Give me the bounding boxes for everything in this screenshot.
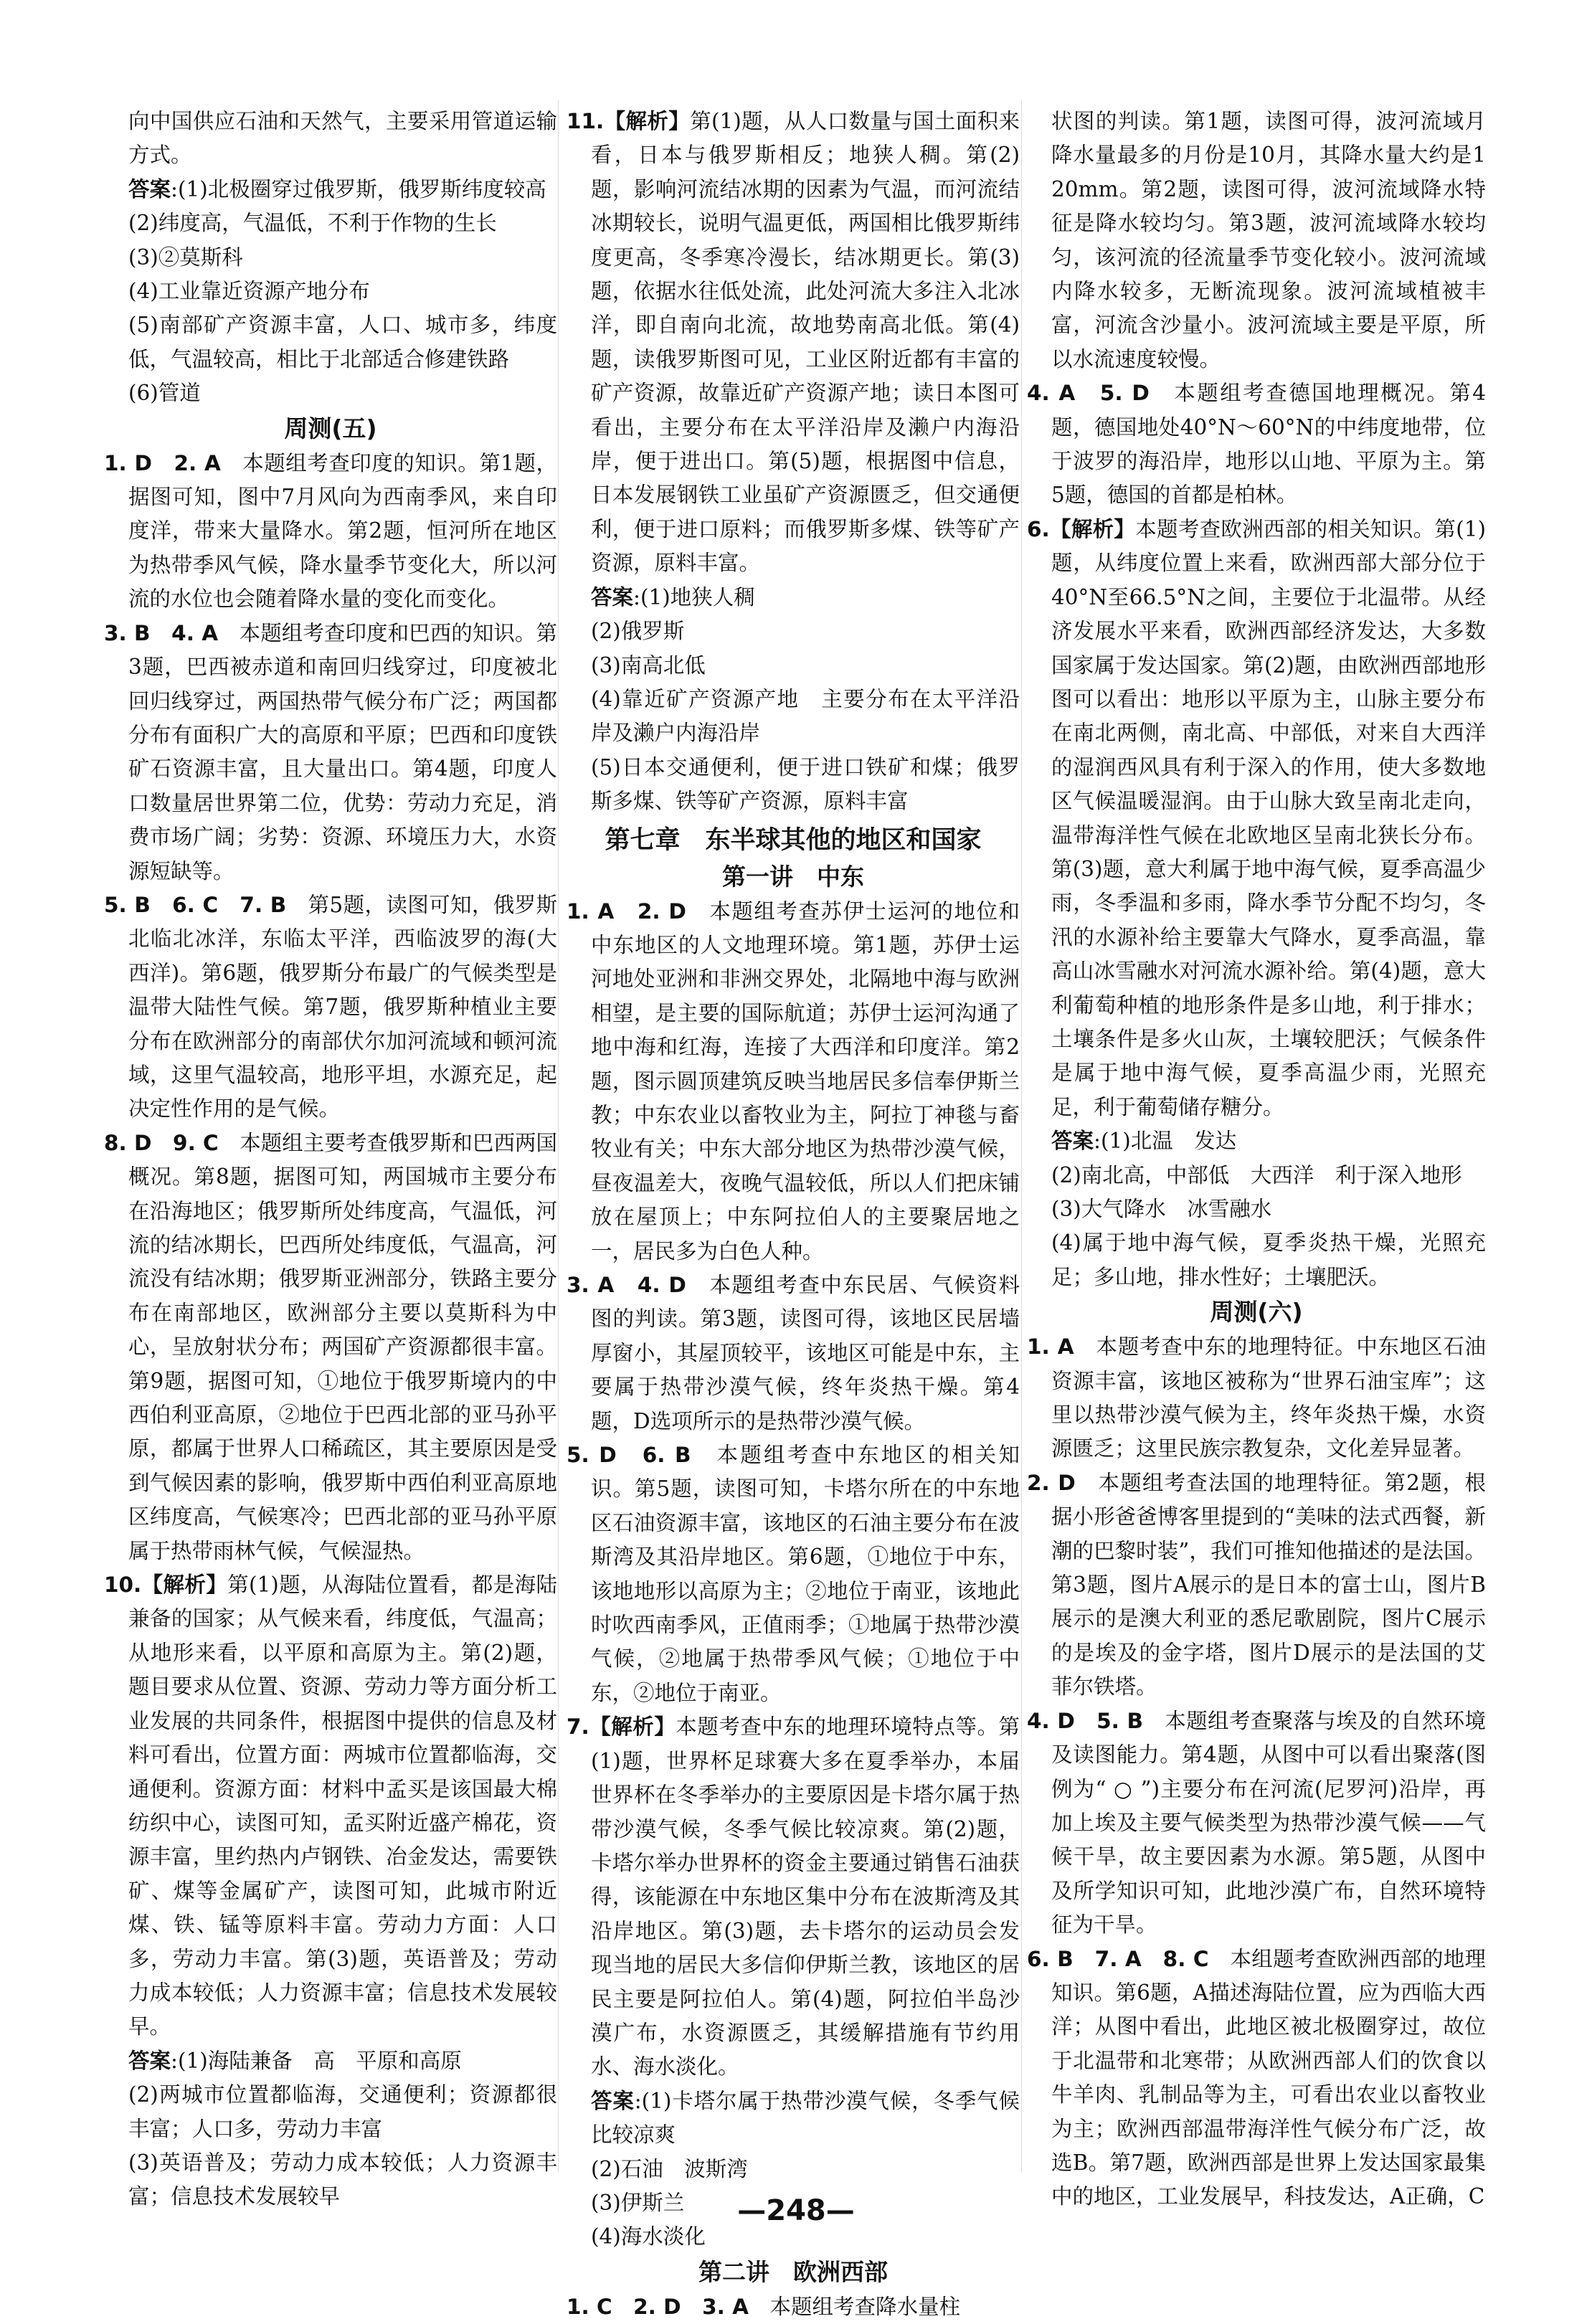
item-label: 3. B 4. A [104, 620, 219, 645]
item-text: :(1)北极圈穿过俄罗斯，俄罗斯纬度较高 [171, 176, 546, 201]
item-text: 本题考查欧洲西部的相关知识。第(1)题，从纬度位置上来看，欧洲西部大部分位于40°N至66.5°N之间，主要位于北温带。从经济发展水平来看，欧洲西部经济发达，大多数国家属于发达国家。第(2)题，由欧洲西部地形图可以看出：地形以平原为主，山脉主要分布在南北两侧，南北高、中部低，对来自大西洋的湿润西风具有利于深入的作用，使大多数地区气候温暖湿润。由于山脉大致呈南北走向，温带海洋性气候在北欧地区呈南北狭长分布。第(3)题，意大利属于地中海气候，夏季高温少雨，冬季温和多雨，降水季节分配不均匀，冬汛的水源补给主要靠大气降水，夏季高温，靠高山冰雪融水对河流水源补给。第(4)题，意大利葡萄种植的地形条件是多山地，利于排水；土壤条件是多火山灰，土壤较肥沃；气候条件是属于地中海气候，夏季高温少雨，光照充足，利于葡萄储存糖分。 [1051, 516, 1486, 1119]
item-label: 答案 [591, 584, 634, 610]
item-text: (3)大气降水 冰雪融水 [1051, 1197, 1272, 1221]
text-column-middle [567, 105, 1020, 2324]
item-text: (2)两城市位置都临海，交通便利；资源都很丰富；人口多，劳动力丰富 [128, 2082, 557, 2141]
item-label: 8. D 9. C [104, 1130, 219, 1155]
item-label: 6. B 7. A 8. C [1027, 1946, 1209, 1971]
item-label: 1. C 2. D 3. A [567, 2294, 749, 2319]
column-divider [558, 100, 559, 2173]
item-text: (4)工业靠近资源产地分布 [128, 279, 370, 304]
answer-item [1027, 1943, 1486, 2214]
answer-item [104, 447, 557, 617]
item-text: 本题组考查中东地区的相关知识。第5题，读图可知，卡塔尔所在的中东地区石油资源丰富，该地区的石油主要分布在波斯湾及其沿岸地区。第6题，①地位于中东，该地地形以高原为主；②地位于南亚，该地此时吹西南季风，正值雨季；①地属于热带沙漠气候，②地属于热带季风气候；①地位于中东，②地位于南亚。 [591, 1443, 1020, 1705]
answer-item [567, 2085, 1020, 2153]
answer-item [567, 895, 1020, 1268]
answer-line [104, 2078, 557, 2146]
page-number: —248— [737, 2194, 855, 2227]
chapter-heading: 第七章 东半球其他的地区和国家 [605, 825, 982, 855]
item-text: (2)俄罗斯 [591, 619, 685, 644]
item-text: (3)伊斯兰 [591, 2190, 685, 2215]
item-text: 本题组考查聚落与埃及的自然环境及读图能力。第4题，从图中可以看出聚落(图例为“ ○ ”)主要分布在河流(尼罗河)沿岸，再加上埃及主要气候类型为热带沙漠气候——气候干旱，故主要因素为水源。第5题，从图中及所学知识可知，此地沙漠广布，自然环境特征为干旱。 [1051, 1708, 1486, 1938]
answer-item [567, 581, 1020, 615]
item-text: :(1)海陆兼备 高 平原和高原 [171, 2048, 462, 2073]
item-text: 本题组考查降水量柱 [748, 2294, 960, 2319]
item-label: 4. D 5. B [1027, 1708, 1143, 1733]
item-label: 答案 [1051, 1129, 1094, 1154]
item-text: (3)英语普及；劳动力成本较低；人力资源丰富；信息技术发展较早 [128, 2150, 557, 2209]
item-text: 第5题，读图可知，俄罗斯北临北冰洋，东临太平洋，西临波罗的海(大西洋)。第6题，俄罗斯分布最广的气候类型是温带大陆性气候。第7题，俄罗斯种植业主要分布在欧洲部分的南部伏尔加河流域和顿河流域，这里气温较高，地形平坦，水源充足，起决定性作用的是气候。 [128, 892, 557, 1121]
item-label: 1. A [1027, 1334, 1074, 1360]
section-heading: 周测(六) [1210, 1298, 1303, 1327]
item-text: (5)日本交通便利，便于进口铁矿和煤；俄罗斯多煤、铁等矿产资源，原料丰富 [591, 754, 1020, 814]
item-label: 5. B 6. C 7. B [104, 892, 287, 917]
item-text: 本题考查中东的地理特征。中东地区石油资源丰富，该地区被称为“世界石油宝库”；这里以热带沙漠气候为主，终年炎热干燥，水资源匮乏；这里民族宗教复杂，文化差异显著。 [1051, 1334, 1486, 1461]
answer-item [104, 1127, 557, 1568]
answer-item [567, 2290, 1020, 2324]
answer-line [104, 207, 557, 240]
section-heading: 第一讲 中东 [722, 862, 864, 891]
answer-item [1027, 376, 1486, 513]
answer-line [104, 275, 557, 308]
answer-line [104, 376, 557, 410]
item-text: (5)南部矿产资源丰富，人口、城市多，纬度低，气温较高，相比于北部适合修建铁路 [128, 313, 557, 371]
item-label: 5. D 6. B [567, 1443, 691, 1468]
answer-item [567, 1710, 1020, 2084]
item-text: (3)南高北低 [591, 653, 706, 678]
answer-line [104, 105, 557, 173]
answer-item [104, 617, 557, 888]
item-text: :(1)地狭人稠 [633, 584, 755, 610]
item-text: 本组题考查欧洲西部的地理知识。第6题，A描述海陆位置，应为西临大西洋；从图中看出，此地区被北极圈穿过，故位于北温带和北寒带；从欧洲西部人们的饮食以牛羊肉、乳制品等为主，可看出农业以畜牧业为主；欧洲西部温带海洋性气候分布广泛，故选B。第7题，欧洲西部是世界上发达国家最集中的地区，工业发展早，科技发达，A正确，C [1051, 1946, 1486, 2209]
answer-line [567, 683, 1020, 751]
answer-line [567, 751, 1020, 819]
answer-item [1027, 513, 1486, 1124]
item-label: 2. D [1027, 1470, 1076, 1495]
answer-item [1027, 1466, 1486, 1704]
answer-item [1027, 1330, 1486, 1466]
answer-line [567, 2153, 1020, 2186]
answer-item [104, 1568, 557, 2044]
item-text: (4)海水淡化 [591, 2224, 706, 2249]
item-text: :(1)卡塔尔属于热带沙漠气候，冬季气候比较凉爽 [591, 2088, 1020, 2148]
answer-line [1027, 1159, 1486, 1192]
item-label: 11.【解析】 [567, 109, 691, 133]
item-text: 本题组考查印度和巴西的知识。第3题，巴西被赤道和南回归线穿过，印度被北回归线穿过，两国热带气候分布广泛；两国都分布有面积广大的高原和平原；巴西和印度铁矿石资源丰富，且大量出口。第4题，印度人口数量居世界第二位，优势：劳动力充足，消费市场广阔；劣势：资源、环境压力大，水资源短缺等。 [128, 620, 557, 883]
answer-item [567, 1438, 1020, 1710]
item-text: (2)纬度高，气温低，不利于作物的生长 [128, 211, 497, 236]
item-text: 本题组主要考查俄罗斯和巴西两国概况。第8题，据图可知，两国城市主要分布在沿海地区；俄罗斯所处纬度高，气温低，河流的结冰期长，巴西所处纬度低，气温高，河流没有结冰期；俄罗斯亚洲部分，铁路主要分布在南部地区，欧洲部分主要以莫斯科为中心，呈放射状分布；两国矿产资源都很丰富。第9题，据图可知，①地位于俄罗斯境内的中西伯利亚高原，②地位于巴西北部的亚马孙平原，都属于世界人口稀疏区，其主要原因是受到气候因素的影响，俄罗斯中西伯利亚高原地区纬度高，气候寒冷；巴西北部的亚马孙平原属于热带雨林气候，气候湿热。 [128, 1130, 557, 1563]
item-label: 1. A 2. D [567, 898, 686, 924]
item-text: 状图的判读。第1题，读图可得，波河流域月降水量最多的月份是10月，其降水量大约是120mm。第2题，读图可得，波河流域降水特征是降水较均匀。第3题，波河流域降水较均匀，该河流的径流量季节变化较小。波河流域内降水较多，无断流现象。波河流域植被丰富，河流含沙量小。波河流域主要是平原，所以水流速度较慢。 [1051, 109, 1486, 371]
answer-line [104, 241, 557, 275]
item-text: 本题组考查苏伊士运河的地位和中东地区的人文地理环境。第1题，苏伊士运河地处亚洲和非洲交界处，北隔地中海与欧洲相望，是主要的国际航道；苏伊士运河沟通了地中海和红海，连接了大西洋和印度洋。第2题，图示圆顶建筑反映当地居民多信奉伊斯兰教；中东农业以畜牧业为主，阿拉丁神毯与畜牧业有关；中东大部分地区为热带沙漠气候，昼夜温差大，夜晚气温较低，所以人们把床铺放在屋顶上；中东阿拉伯人的主要聚居地之一，居民多为白色人种。 [591, 898, 1020, 1263]
item-text: 本题组考查法国的地理特征。第2题，根据小形爸爸博客里提到的“美味的法式西餐，新潮的巴黎时装”，我们可推知他描述的是法国。第3题，图片A展示的是日本的富士山，图片B展示的是澳大利亚的悉尼歌剧院，图片C展示的是埃及的金字塔，图片D展示的是法国的艾菲尔铁塔。 [1051, 1470, 1486, 1699]
answer-item [567, 1268, 1020, 1438]
answer-line [567, 649, 1020, 683]
item-text: 第(1)题，从人口数量与国土面积来看，日本与俄罗斯相反；地狭人稠。第(2)题，影响河流结冰期的因素为气温，而河流结冰期较长，说明气温更低，两国相比俄罗斯纬度更高，冬季寒冷漫长，结冰期更长。第(3)题，依据水往低处流，此处河流大多注入北冰洋，即自南向北流，故地势南高北低。第(4)题，读俄罗斯图可见，工业区附近都有丰富的矿产资源，故靠近矿产资源产地；读日本图可看出，主要分布在太平洋沿岸及濑户内海沿岸，便于进出口。第(5)题，根据图中信息，日本发展钢铁工业虽矿产资源匮乏，但交通便利，便于进口原料；而俄罗斯多煤、铁等矿产资源，原料丰富。 [591, 109, 1020, 576]
answer-item [104, 173, 557, 207]
item-text: 本题考查中东的地理环境特点等。第(1)题，世界杯足球赛大多在夏季举办，本届世界杯在冬季举办的主要原因是卡塔尔属于热带沙漠气候，冬季气候比较凉爽。第(2)题，卡塔尔举办世界杯的资金主要通过销售石油获得，该能源在中东地区集中分布在波斯湾及其沿岸地区。第(3)题，去卡塔尔的运动员会发现当地的居民大多信仰伊斯兰教，该地区的居民主要是阿拉伯人。第(4)题，阿拉伯半岛沙漠广布，水资源匮乏，其缓解措施有节约用水、海水淡化。 [591, 1714, 1020, 2079]
section-heading: 第二讲 欧洲西部 [698, 2257, 888, 2286]
item-label: 10.【解析】 [104, 1573, 228, 1598]
item-text: (4)属于地中海气候，夏季炎热干燥，光照充足；多山地，排水性好；土壤肥沃。 [1051, 1230, 1486, 1289]
answer-line [1027, 1192, 1486, 1226]
answer-item [1027, 1124, 1486, 1158]
item-label: 3. A 4. D [567, 1273, 686, 1297]
item-text: 本题组考查印度的知识。第1题，据图可知，图中7月风向为西南季风，来自印度洋，带来大量降水。第2题，恒河所在地区为热带季风气候，降水量季节变化大，所以河流的水位也会随着降水量的变化而变化。 [128, 450, 557, 612]
answer-line [567, 615, 1020, 648]
item-label: 6.【解析】 [1027, 516, 1136, 541]
item-label: 答案 [128, 176, 171, 201]
answer-item [104, 888, 557, 1127]
answer-item [1027, 1704, 1486, 1943]
text-column-left [104, 105, 557, 2214]
item-label: 1. D 2. A [104, 450, 221, 475]
item-text: (3)②莫斯科 [128, 245, 243, 270]
item-text: 本题组考查中东民居、气候资料图的判读。第3题，读图可得，该地区民居墙厚窗小，其屋顶较平，该地区可能是中东，主要属于热带沙漠气候，终年炎热干燥。第4题，D选项所示的是热带沙漠气候。 [591, 1273, 1020, 1433]
answer-item [104, 2044, 557, 2078]
text-column-right [1027, 105, 1486, 2214]
item-label: 答案 [591, 2088, 635, 2113]
answer-line [1027, 1226, 1486, 1294]
item-text: 第(1)题，从海陆位置看，都是海陆兼备的国家；从气候来看，纬度低，气温高；从地形来看，以平原和高原为主。第(2)题，题目要求从位置、资源、劳动力等方面分析工业发展的共同条件，根据图中提供的信息及材料可看出，位置方面：两城市位置都临海，交通便利。资源方面：材料中孟买是该国最大棉纺织中心，读图可知，孟买附近盛产棉花，资源丰富，里约热内卢钢铁、冶金发达，需要铁矿、煤等金属矿产，读图可知，此城市附近煤、铁、锰等原料丰富。劳动力方面：人口多，劳动力丰富。第(3)题，英语普及；劳动力成本较低；人力资源丰富；信息技术发展较早。 [128, 1573, 557, 2039]
column-divider [1021, 100, 1022, 2173]
section-heading: 周测(五) [284, 414, 377, 442]
item-text: (4)靠近矿产资源产地 主要分布在太平洋沿岸及濑户内海沿岸 [591, 686, 1020, 746]
item-text: (6)管道 [128, 381, 201, 406]
item-text: :(1)北温 发达 [1094, 1129, 1237, 1154]
answer-item [567, 105, 1020, 581]
item-text: 本题组考查德国地理概况。第4题，德国地处40°N～60°N的中纬度地带，位于波罗的海沿岸，地形以山地、平原为主。第5题，德国的首都是柏林。 [1051, 381, 1486, 508]
item-text: (2)石油 波斯湾 [591, 2156, 748, 2181]
item-text: (2)南北高，中部低 大西洋 利于深入地形 [1051, 1162, 1462, 1187]
item-label: 4. A 5. D [1027, 381, 1150, 406]
item-label: 答案 [128, 2048, 171, 2073]
item-label: 7.【解析】 [567, 1714, 676, 1740]
answer-line [1027, 105, 1486, 376]
answer-line [104, 308, 557, 376]
item-text: 向中国供应石油和天然气，主要采用管道运输方式。 [128, 109, 557, 168]
